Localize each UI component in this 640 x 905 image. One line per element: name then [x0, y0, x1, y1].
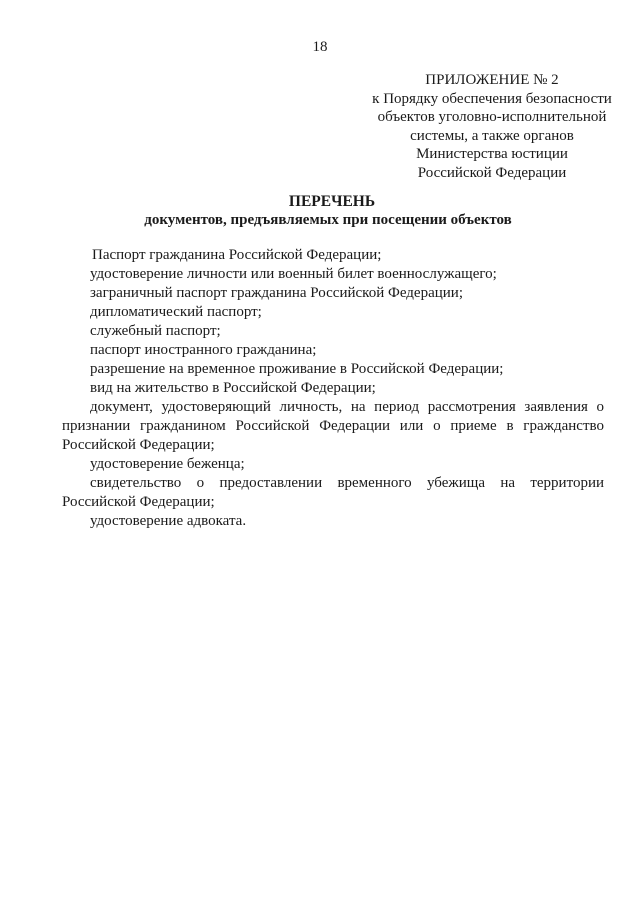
appendix-line: объектов уголовно-исполнительной: [377, 109, 607, 126]
appendix-block: [360, 71, 624, 183]
document-list: [62, 246, 604, 531]
list-item: удостоверение беженца;: [90, 456, 245, 472]
list-item: удостоверение личности или военный билет военнослужащего;: [90, 266, 497, 282]
list-item: заграничный паспорт гражданина Российской Федерации;: [90, 285, 463, 301]
list-subtitle: документов, предъявляемых при посещении объектов: [144, 212, 512, 228]
list-item: документ, удостоверяющий личность, на период рассмотрения заявления о признании гражданином Российской Федерации или о приеме в гражданство Российской Федерации;: [62, 399, 604, 453]
appendix-line: Российской Федерации: [417, 164, 567, 181]
list-item: вид на жительство в Российской Федерации;: [90, 380, 376, 396]
page-number: 18: [312, 39, 328, 55]
list-item: разрешение на временное проживание в Российской Федерации;: [90, 361, 504, 377]
appendix-title: ПРИЛОЖЕНИЕ № 2: [425, 72, 559, 88]
list-item: паспорт иностранного гражданина;: [90, 342, 317, 358]
appendix-line: к Порядку обеспечения безопасности: [372, 90, 612, 107]
list-item: дипломатический паспорт;: [90, 304, 262, 320]
list-item: служебный паспорт;: [90, 323, 221, 339]
list-item: свидетельство о предоставлении временного убежища на территории Российской Федерации;: [62, 475, 604, 510]
appendix-line: системы, а также органов: [410, 127, 574, 144]
appendix-line: Министерства юстиции: [416, 146, 568, 163]
list-item: Паспорт гражданина Российской Федерации;: [92, 247, 382, 263]
list-item: удостоверение адвоката.: [90, 513, 247, 529]
list-title: ПЕРЕЧЕНЬ: [288, 193, 376, 210]
